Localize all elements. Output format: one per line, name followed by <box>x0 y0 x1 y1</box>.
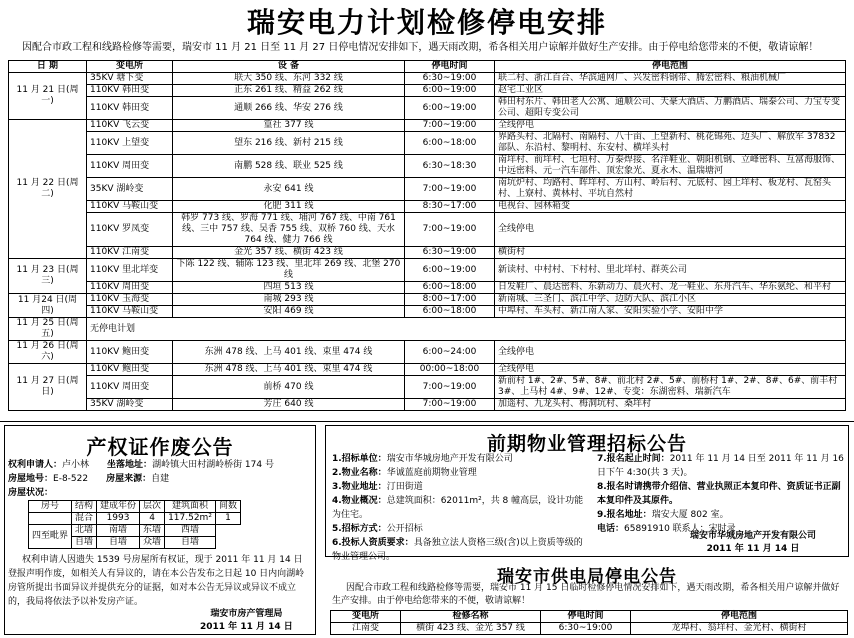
tender-items-left <box>332 452 584 564</box>
cell: 四至毗界 <box>29 525 72 549</box>
cell: 众墙 <box>140 537 165 549</box>
table-row <box>29 525 241 537</box>
cell: 北墙 <box>72 525 97 537</box>
equipment-cell: 通顺 266 线、华安 276 线 <box>173 97 405 120</box>
tender-item <box>597 508 845 522</box>
table-row <box>29 513 241 525</box>
time-cell: 6:00~19:00 <box>405 259 495 282</box>
substation-cell: 110KV 周田变 <box>87 155 173 178</box>
table-row <box>9 306 846 318</box>
area-cell: 赵宅工业区 <box>495 85 846 97</box>
date-cell: 11 月 27 日(周日) <box>9 364 87 411</box>
cell: 117.52m² <box>165 513 216 525</box>
tender-item-value: 瑞安市华城房地产开发有限公司 <box>386 454 513 464</box>
equipment-cell: 望东 216 线、新村 215 线 <box>173 132 405 155</box>
area-cell: 南坑炉村、均路村、晖垟村、方山村、岭后村、元底村、园上垟村、板龙村、瓦窑头村、上寮村、黄林村、平坑自然村 <box>495 178 846 201</box>
value: E-8-522 <box>53 474 89 484</box>
table-row <box>9 85 846 97</box>
area-cell: 中埠村、车头村、新江南人家、安阳实验小学、安阳中学 <box>495 306 846 318</box>
time-cell: 6:30~19:00 <box>405 247 495 259</box>
cell: 检修名称 <box>401 611 541 623</box>
tender-item <box>597 452 845 480</box>
table-row <box>9 294 846 306</box>
time-cell: 7:00~19:00 <box>405 399 495 411</box>
cell: 西墙 <box>165 525 216 537</box>
tender-item-label: 9.报名地址： <box>597 510 652 520</box>
time-cell: 6:00~18:00 <box>405 306 495 318</box>
equipment-cell: 金光 357 线、横街 423 线 <box>173 247 405 259</box>
substation-cell: 110KV 韩田变 <box>87 97 173 120</box>
substation-cell: 无停电计划 <box>87 318 846 341</box>
value: 湖岭镇大田村湖岭桥街 174 号 <box>152 460 274 470</box>
tender-item-label: 8.报名时请携带介绍信、营业执照正本复印件、资质证书正副本复印件及其原件。 <box>597 482 841 506</box>
time-cell: 8:30~17:00 <box>405 201 495 213</box>
cell: 建成年份 <box>97 501 140 513</box>
tender-item-label: 7.报名起止时间： <box>597 454 670 464</box>
table-row <box>9 132 846 155</box>
tender-item-value: 汀田街道 <box>386 482 423 492</box>
substation-cell: 110KV 上望变 <box>87 132 173 155</box>
substation-cell: 110KV 马鞍山变 <box>87 201 173 213</box>
area-cell: 加遥村、九龙头村、梅洞坑村、桑垟村 <box>495 399 846 411</box>
table-row <box>9 73 846 85</box>
cell: 东墙 <box>140 525 165 537</box>
tender-items-right <box>597 452 845 536</box>
cell: 间数 <box>215 501 240 513</box>
tender-item-label: 3.物业地址： <box>332 482 387 492</box>
signature-org: 瑞安市房产管理局 <box>210 609 283 619</box>
substation-cell: 110KV 鲍田变 <box>87 364 173 376</box>
value: 自建 <box>151 474 170 484</box>
table-row <box>9 213 846 247</box>
area-cell: 新读村、中村村、下村村、里北垟村、群英公司 <box>495 259 846 282</box>
tender-item-value: 具备独立法人资格三级(含)以上资质等级的物业管理公司。 <box>332 538 583 562</box>
table-row <box>9 178 846 201</box>
cell: 结构 <box>72 501 97 513</box>
substation-cell: 35KV 湖岭变 <box>87 399 173 411</box>
substation-cell: 35KV 湖岭变 <box>87 178 173 201</box>
substation-cell: 110KV 罗凤变 <box>87 213 173 247</box>
signature-date: 2011 年 11 月 14 日 <box>706 544 800 554</box>
equipment-cell: 韩罗 773 线、罗海 771 线、埔河 767 线、中南 761 线、三中 757 线、吴香 755 线、双桥 760 线、天水 764 线、健力 766 线 <box>173 213 405 247</box>
date-cell: 11 月 26 日(周六) <box>9 341 87 364</box>
outage-schedule-table <box>8 60 846 411</box>
tender-item <box>332 466 584 480</box>
time-cell: 6:30~19:00 <box>405 73 495 85</box>
tender-item <box>332 536 584 564</box>
section-divider <box>0 421 854 422</box>
table-row <box>9 259 846 282</box>
tender-item-value: 65891910 联系人：宋时录 <box>624 524 736 534</box>
table-row <box>9 282 846 294</box>
tender-item-value: 2011 年 11 月 14 日至 2011 年 11 月 16 日下午 4:30(共 3 天)。 <box>597 454 844 478</box>
area-cell: 新南城、三圣门、滨江中学、边防大队、滨江小区 <box>495 294 846 306</box>
time-cell: 7:00~19:00 <box>405 178 495 201</box>
cell: 变电所 <box>331 611 401 623</box>
field-line <box>8 458 308 472</box>
property-notice-signature <box>200 608 293 634</box>
table-row <box>29 501 241 513</box>
tender-item-label: 5.招标方式： <box>332 524 387 534</box>
signature-date: 2011 年 11 月 14 日 <box>200 622 293 632</box>
field-line <box>8 486 308 500</box>
property-notice-title: 产权证作废公告 <box>86 435 234 459</box>
supply-notice-table <box>330 610 848 635</box>
area-cell: 横街村 <box>495 247 846 259</box>
equipment-cell: 下陈 122 线、辅陈 123 线、里北垟 269 线、北堡 270 线 <box>173 259 405 282</box>
area-cell: 南垟村、前垟村、七垣村、万泰焊接、名洋鞋业、朝阳机钢、立峰密料、互富海服饰、中远密料、元一汽车部件、顶宏象光、夏永木、温瑞塘河 <box>495 155 846 178</box>
header-date: 日 期 <box>9 61 87 73</box>
equipment-cell: 东洲 478 线、上马 401 线、束里 474 线 <box>173 364 405 376</box>
tender-item <box>332 522 584 536</box>
table-row <box>9 120 846 132</box>
time-cell: 6:30~18:30 <box>405 155 495 178</box>
cell: 横街 423 线、金光 357 线 <box>401 623 541 635</box>
equipment-cell: 永安 641 线 <box>173 178 405 201</box>
tender-item-label: 2.物业名称： <box>332 468 387 478</box>
property-notice-body: 权利申请人因遗失 1539 号房屋所有权证，现于 2011 年 11 月 14 日登报声明作废，如相关人有异议的，请在本公告发布之日起 10 日内向湖岭房管所提出书面异议并提供充分的证据，如对本公告无异议或异议不成立的，我局将依法予以补发房产证。 <box>8 555 305 607</box>
tender-item-label: 6.投标人资质要求： <box>332 538 414 548</box>
tender-item-label: 4.物业概况： <box>332 496 387 506</box>
time-cell: 6:00~19:00 <box>405 85 495 97</box>
table-row <box>9 247 846 259</box>
substation-cell: 110KV 鲍田变 <box>87 341 173 364</box>
area-cell: 新前村 1#、2#、5#、8#、前北村 2#、5#、前桥村 1#、2#、8#、6#、前丰村 3#、上马村 4#、9#、12#、专变：东湖密料、瑞新汽车 <box>495 376 846 399</box>
area-cell: 界路头村、北隔村、南隔村、八十亩、上望新村、桃花锦苑、边头厂、解放军 37832 部队、东沿村、黎明村、东安村、横垟头村 <box>495 132 846 155</box>
cell: 停电时间 <box>541 611 631 623</box>
table-row <box>9 97 846 120</box>
equipment-cell: 南城 293 线 <box>173 294 405 306</box>
table-row <box>9 399 846 411</box>
cell: 自墙 <box>97 537 140 549</box>
date-cell: 11 月 22 日(周二) <box>9 120 87 259</box>
substation-cell: 110KV 江南变 <box>87 247 173 259</box>
signature-org: 瑞安市华城房地产开发有限公司 <box>690 531 817 541</box>
cell: 建筑面积 <box>165 501 216 513</box>
cell: 龙埠村、翁垟村、金光村、横街村 <box>631 623 848 635</box>
area-cell: 电视台、园林箱变 <box>495 201 846 213</box>
equipment-cell: 南鹏 528 线、联业 525 线 <box>173 155 405 178</box>
tender-item-value: 瑞安大厦 802 室。 <box>651 510 729 520</box>
cell: 房号 <box>29 501 72 513</box>
area-cell: 全线停电 <box>495 364 846 376</box>
intro-text: 因配合市政工程和线路检修等需要，瑞安市 11 月 21 日至 11 月 27 日停电情况安排如下，遇天雨改期，希各相关用户谅解并做好生产安排。由于停电给您带来的不便，敬请谅解！ <box>22 42 819 53</box>
date-cell: 11 月24 日(周四) <box>9 294 87 318</box>
time-cell: 00:00~18:00 <box>405 364 495 376</box>
field-line <box>8 472 308 486</box>
cell: 1993 <box>97 513 140 525</box>
substation-cell: 110KV 马鞍山变 <box>87 306 173 318</box>
substation-cell: 110KV 里北垟变 <box>87 259 173 282</box>
area-cell: 全线停电 <box>495 341 846 364</box>
table-header-row <box>9 61 846 73</box>
label: 房屋状况： <box>8 488 54 498</box>
cell: 江南变 <box>331 623 401 635</box>
tender-item-label: 电话： <box>597 524 625 534</box>
time-cell: 7:00~19:00 <box>405 120 495 132</box>
cell <box>29 513 72 525</box>
tender-item-value: 总建筑面积：62011m²，共 8 幢高层，设计功能为住宅。 <box>332 496 584 520</box>
time-cell: 6:00~24:00 <box>405 341 495 364</box>
cell: 自墙 <box>72 537 97 549</box>
supply-notice-title: 瑞安市供电局停电公告 <box>497 567 677 587</box>
table-row <box>331 623 848 635</box>
equipment-cell: 前桥 470 线 <box>173 376 405 399</box>
equipment-cell: 正东 261 线、精益 262 线 <box>173 85 405 97</box>
date-cell: 11 月 21 日(周一) <box>9 73 87 120</box>
time-cell: 8:00~17:00 <box>405 294 495 306</box>
cell: 停电范围 <box>631 611 848 623</box>
label: 坐落地址： <box>107 460 153 470</box>
substation-cell: 35KV 塘下变 <box>87 73 173 85</box>
property-table <box>28 500 241 549</box>
cell <box>215 537 240 549</box>
header-substation: 变电所 <box>87 61 173 73</box>
cell <box>215 525 240 537</box>
substation-cell: 110KV 周田变 <box>87 282 173 294</box>
table-header-row <box>331 611 848 623</box>
area-cell: 日发鞋厂、晨达密料、东新动力、晨火村、龙一鞋业、东舟汽车、华东氨纶、和平村 <box>495 282 846 294</box>
table-row <box>9 318 846 341</box>
label: 权利申请人： <box>8 460 63 470</box>
substation-cell: 110KV 周田变 <box>87 376 173 399</box>
tender-item-value: 公开招标 <box>386 524 423 534</box>
equipment-cell: 安阳 469 线 <box>173 306 405 318</box>
substation-cell: 110KV 玉海变 <box>87 294 173 306</box>
header-time: 停电时间 <box>405 61 495 73</box>
header-area: 停电范围 <box>495 61 846 73</box>
table-row <box>9 341 846 364</box>
area-cell: 联二村、浙江百合、华滨通网厂、兴发密料钢带、腾宏密料、粮油机械厂 <box>495 73 846 85</box>
substation-cell: 110KV 韩田变 <box>87 85 173 97</box>
cell: 6:30~19:00 <box>541 623 631 635</box>
tender-item <box>332 494 584 522</box>
cell: 1 <box>215 513 240 525</box>
header-equipment: 设 备 <box>173 61 405 73</box>
date-cell: 11 月 23 日(周三) <box>9 259 87 294</box>
table-row <box>9 155 846 178</box>
equipment-cell: 联大 350 线、东河 332 线 <box>173 73 405 85</box>
cell: 层次 <box>140 501 165 513</box>
time-cell: 6:00~18:00 <box>405 132 495 155</box>
tender-notice-signature <box>690 530 816 556</box>
page-title: 瑞安电力计划检修停电安排 <box>246 6 607 39</box>
cell: 4 <box>140 513 165 525</box>
label: 房屋地号： <box>8 474 54 484</box>
supply-notice-intro: 因配合市政工程和线路检修等需要，瑞安市 11 月 15 日临时检修停电情况安排如下，遇天雨改期，希各相关用户谅解并做好生产安排。由于停电给您带来的不便，敬请谅解！ <box>332 583 840 606</box>
label: 房屋来源： <box>106 474 152 484</box>
time-cell: 7:00~19:00 <box>405 376 495 399</box>
substation-cell: 110KV 飞云变 <box>87 120 173 132</box>
property-notice-fields <box>8 458 308 500</box>
cell: 混合 <box>72 513 97 525</box>
tender-notice-title: 前期物业管理招标公告 <box>486 433 687 455</box>
equipment-cell: 篁社 377 线 <box>173 120 405 132</box>
area-cell: 全线停电 <box>495 213 846 247</box>
cell: 自墙 <box>165 537 216 549</box>
tender-item-label: 1.招标单位： <box>332 454 387 464</box>
tender-item <box>332 452 584 466</box>
area-cell: 全线停电 <box>495 120 846 132</box>
table-row <box>9 364 846 376</box>
time-cell: 7:00~19:00 <box>405 213 495 247</box>
equipment-cell: 芳庄 640 线 <box>173 399 405 411</box>
cell: 南墙 <box>97 525 140 537</box>
area-cell: 韩田村东片、韩田老人公寓、通顺公司、天豪大酒店、万鹏酒店、瑞泰公司、力宝专变公司、超阳专变公司 <box>495 97 846 120</box>
value: 卢小林 <box>62 460 90 470</box>
date-cell: 11 月 25 日(周五) <box>9 318 87 341</box>
table-row <box>9 201 846 213</box>
equipment-cell: 化肥 311 线 <box>173 201 405 213</box>
tender-item <box>597 480 845 508</box>
equipment-cell: 东洲 478 线、上马 401 线、束里 474 线 <box>173 341 405 364</box>
table-row <box>9 376 846 399</box>
time-cell: 6:00~19:00 <box>405 97 495 120</box>
tender-item <box>332 480 584 494</box>
equipment-cell: 四垣 513 线 <box>173 282 405 294</box>
tender-item-value: 华诚蓝庭前期物业管理 <box>386 468 477 478</box>
time-cell: 6:00~18:00 <box>405 282 495 294</box>
